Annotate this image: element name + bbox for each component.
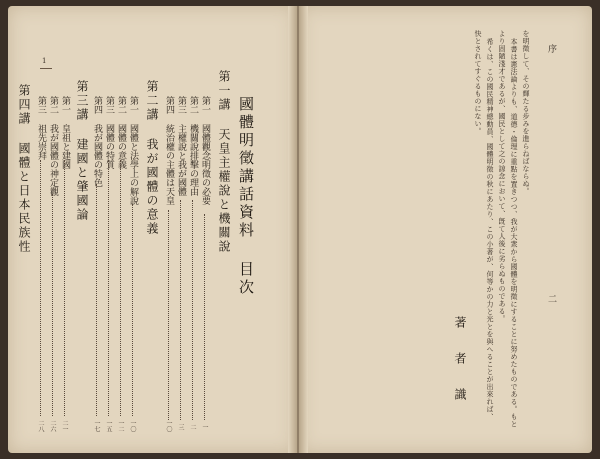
toc-page-number: 一〇: [129, 420, 136, 432]
toc-page-number: 二六: [49, 420, 56, 432]
toc-entry: 第四 我が國體の特色: [92, 96, 102, 187]
lecture-1-heading: 第一講 天皇主權說と機關說: [217, 70, 231, 254]
lecture-3-heading: 第三講 建國と肇國論: [75, 80, 89, 222]
toc-page-number: 二: [189, 424, 196, 430]
toc-title: 國體明徵講話資料 目次: [237, 96, 255, 297]
body-line: より固陋淺才であるが、國民として之の諒念において、旣て人後に劣らぬものである。: [498, 30, 506, 323]
toc-leader: [64, 160, 65, 416]
right-page: [300, 6, 592, 453]
lecture-2-heading: 第二講 我が國體の意義: [145, 80, 159, 236]
toc-entry: 第一 國體と法學上の解說: [128, 96, 138, 205]
toc-leader: [168, 210, 169, 420]
body-line: 希くは、この國民精神總動員、國體明徵の秋にあたり、この小著が、何等かの力と光とを與へることが出來れば、: [486, 38, 494, 421]
toc-page-number: 二八: [37, 420, 44, 432]
toc-page-number: 一七: [93, 420, 100, 432]
page-number-rule: [40, 68, 52, 69]
body-line: 快とされてすぐるものにない。: [474, 30, 482, 135]
lecture-4-heading: 第四講 國體と日本民族性: [17, 84, 31, 254]
toc-entry: 第二 機關說排擊の理由: [188, 96, 198, 196]
toc-page-number: 一二: [117, 420, 124, 432]
toc-leader: [180, 200, 181, 420]
toc-page-number: 一: [201, 424, 208, 430]
toc-entry: 第四 統治權の主體は天皇: [164, 96, 174, 205]
toc-entry: 第三 祖先崇拜: [36, 96, 46, 160]
toc-page-number: 一〇: [165, 420, 172, 432]
body-line: 本書は憲法論よりも、道德・倫理に重點を置きつつ、我が大衆から國體を明徵にすることに努めたものである。もと: [510, 38, 518, 428]
toc-leader: [40, 160, 41, 416]
toc-entry: 第一 皇祖と建國: [60, 96, 70, 169]
toc-leader: [52, 194, 53, 416]
toc-entry: 第三 國體の特質: [104, 96, 114, 169]
toc-leader: [108, 160, 109, 416]
body-line: を明徵して、その輝たる步みを進らねばならぬ。: [522, 30, 530, 195]
book-gutter: [288, 6, 308, 453]
right-page-number: 二: [548, 295, 558, 305]
toc-leader: [132, 204, 133, 416]
author-signature: 著 者 識: [453, 316, 467, 406]
left-page-number: 1: [42, 57, 47, 65]
toc-leader: [192, 200, 193, 420]
toc-page-number: 三: [177, 424, 184, 430]
toc-entry: 第三 主權說と我が國體: [176, 96, 186, 196]
toc-entry: 第二 國體の意義: [116, 96, 126, 169]
toc-leader: [120, 160, 121, 416]
toc-page-number: 一五: [105, 420, 112, 432]
toc-entry: 第二 我が國體の神定觀: [48, 96, 58, 196]
toc-page-number: 二一: [61, 420, 68, 432]
toc-leader: [96, 184, 97, 416]
toc-entry: 第一 國體觀念明徵の必要: [200, 96, 210, 205]
toc-leader: [204, 214, 205, 420]
running-header: 序: [548, 45, 558, 55]
